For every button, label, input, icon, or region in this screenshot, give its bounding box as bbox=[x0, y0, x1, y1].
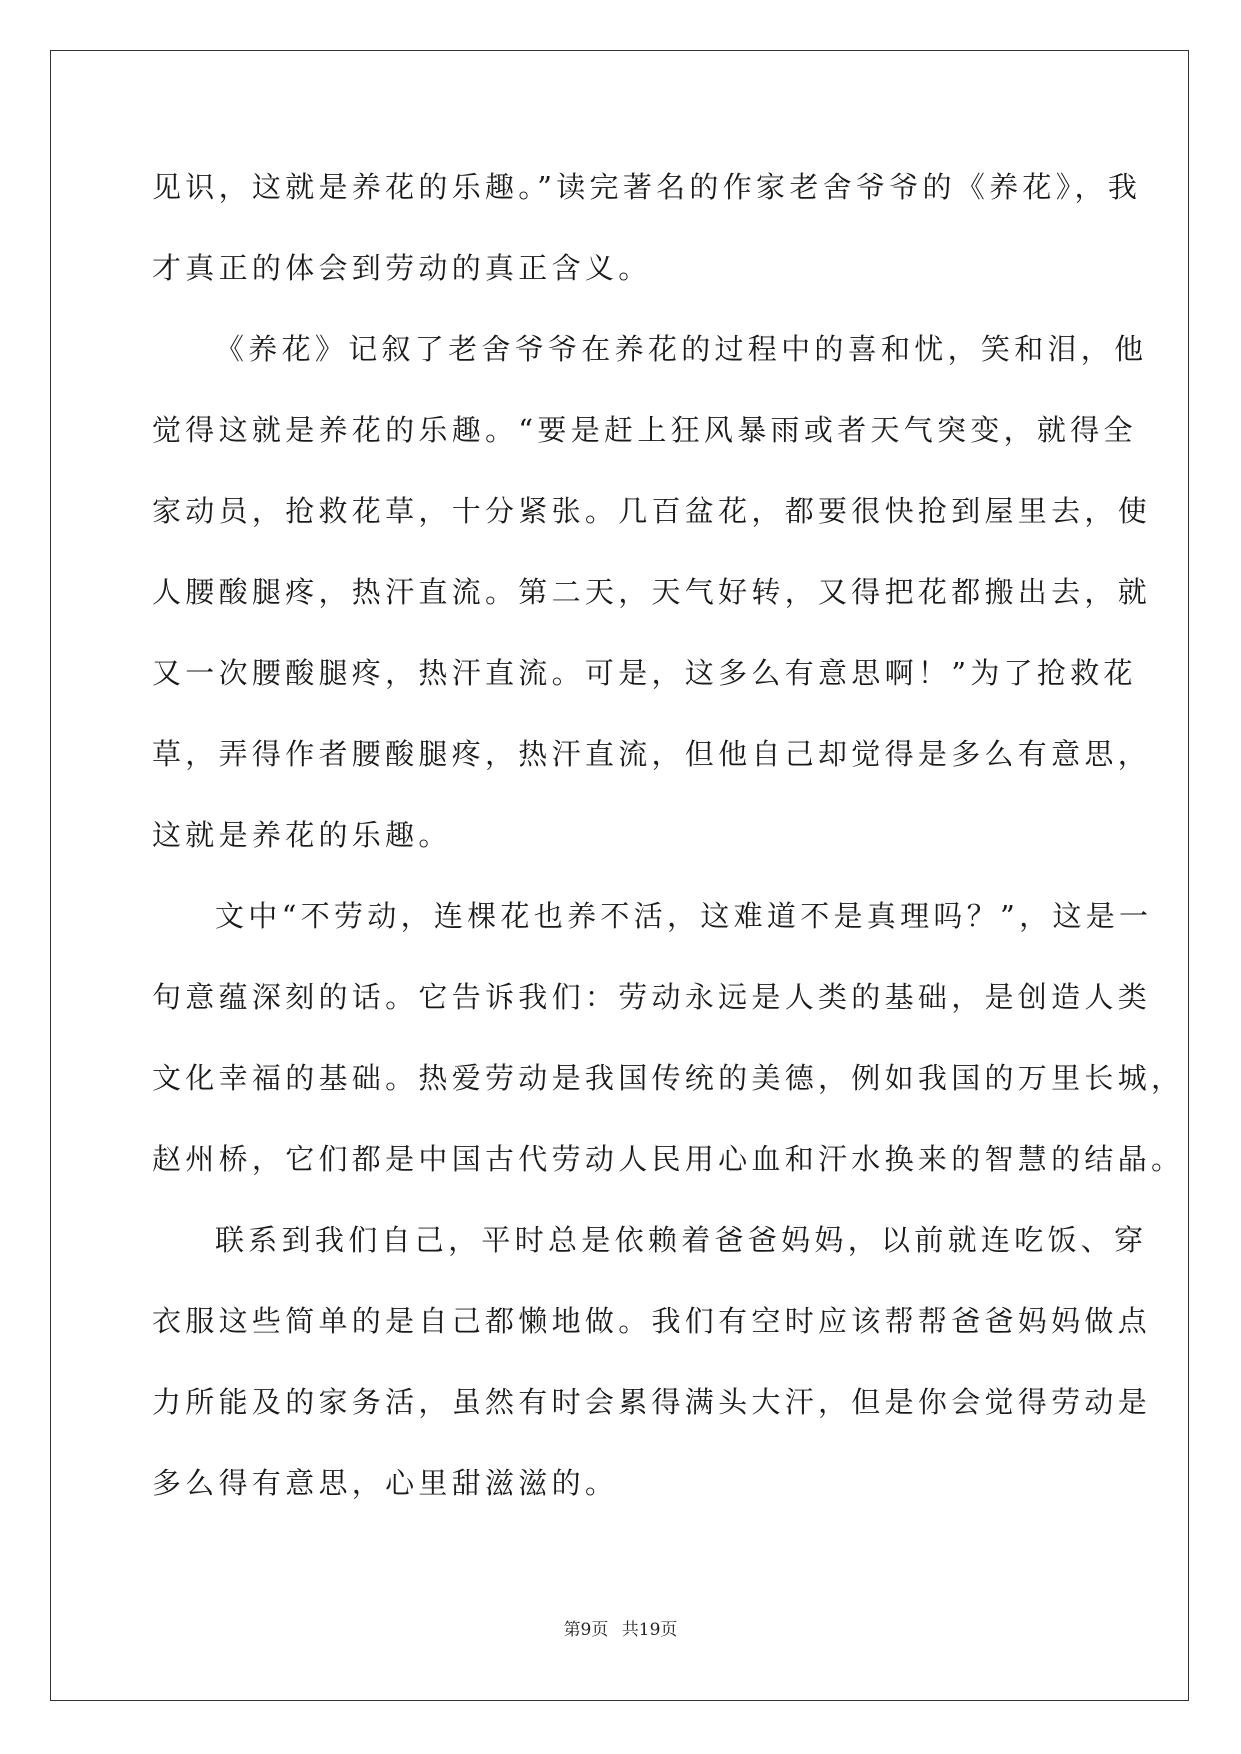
document-body bbox=[152, 165, 1185, 1542]
text-line: 这就是养花的乐趣。 bbox=[152, 818, 452, 852]
text-line: 多么得有意思，心里甜滋滋的。 bbox=[152, 1466, 619, 1500]
text-line: 《养花》记叙了老舍爷爷在养花的过程中的喜和忧，笑和泪，他 bbox=[215, 332, 1148, 366]
text-line: 力所能及的家务活，虽然有时会累得满头大汗，但是你会觉得劳动是 bbox=[152, 1385, 1152, 1419]
text-line: 赵州桥，它们都是中国古代劳动人民用心血和汗水换来的智慧的结晶。 bbox=[152, 1142, 1185, 1176]
text-line: 文中“不劳动，连棵花也养不活，这难道不是真理吗？”，这是一 bbox=[215, 899, 1153, 933]
page-number: 第9页 bbox=[563, 1620, 609, 1640]
text-line: 又一次腰酸腿疼，热汗直流。可是，这多么有意思啊！”为了抢救花 bbox=[152, 656, 1137, 690]
text-line: 联系到我们自己，平时总是依赖着爸爸妈妈，以前就连吃饭、穿 bbox=[215, 1223, 1148, 1257]
text-line: 见识，这就是养花的乐趣。”读完著名的作家老舍爷爷的《养花》，我 bbox=[152, 170, 1142, 204]
text-line: 家动员，抢救花草，十分紧张。几百盆花，都要很快抢到屋里去，使 bbox=[152, 494, 1152, 528]
text-line: 觉得这就是养花的乐趣。“要是赶上狂风暴雨或者天气突变，就得全 bbox=[152, 413, 1137, 447]
text-line: 衣服这些简单的是自己都懒地做。我们有空时应该帮帮爸爸妈妈做点 bbox=[152, 1304, 1152, 1338]
text-line: 才真正的体会到劳动的真正含义。 bbox=[152, 251, 652, 285]
text-line: 草，弄得作者腰酸腿疼，热汗直流，但他自己却觉得是多么有意思， bbox=[152, 737, 1152, 771]
text-line: 人腰酸腿疼，热汗直流。第二天，天气好转，又得把花都搬出去，就 bbox=[152, 575, 1152, 609]
text-line: 文化幸福的基础。热爱劳动是我国传统的美德，例如我国的万里长城， bbox=[152, 1061, 1185, 1095]
page-footer bbox=[0, 1618, 1241, 1642]
page-total: 共19页 bbox=[621, 1620, 678, 1640]
text-line: 句意蕴深刻的话。它告诉我们：劳动永远是人类的基础，是创造人类 bbox=[152, 980, 1152, 1014]
